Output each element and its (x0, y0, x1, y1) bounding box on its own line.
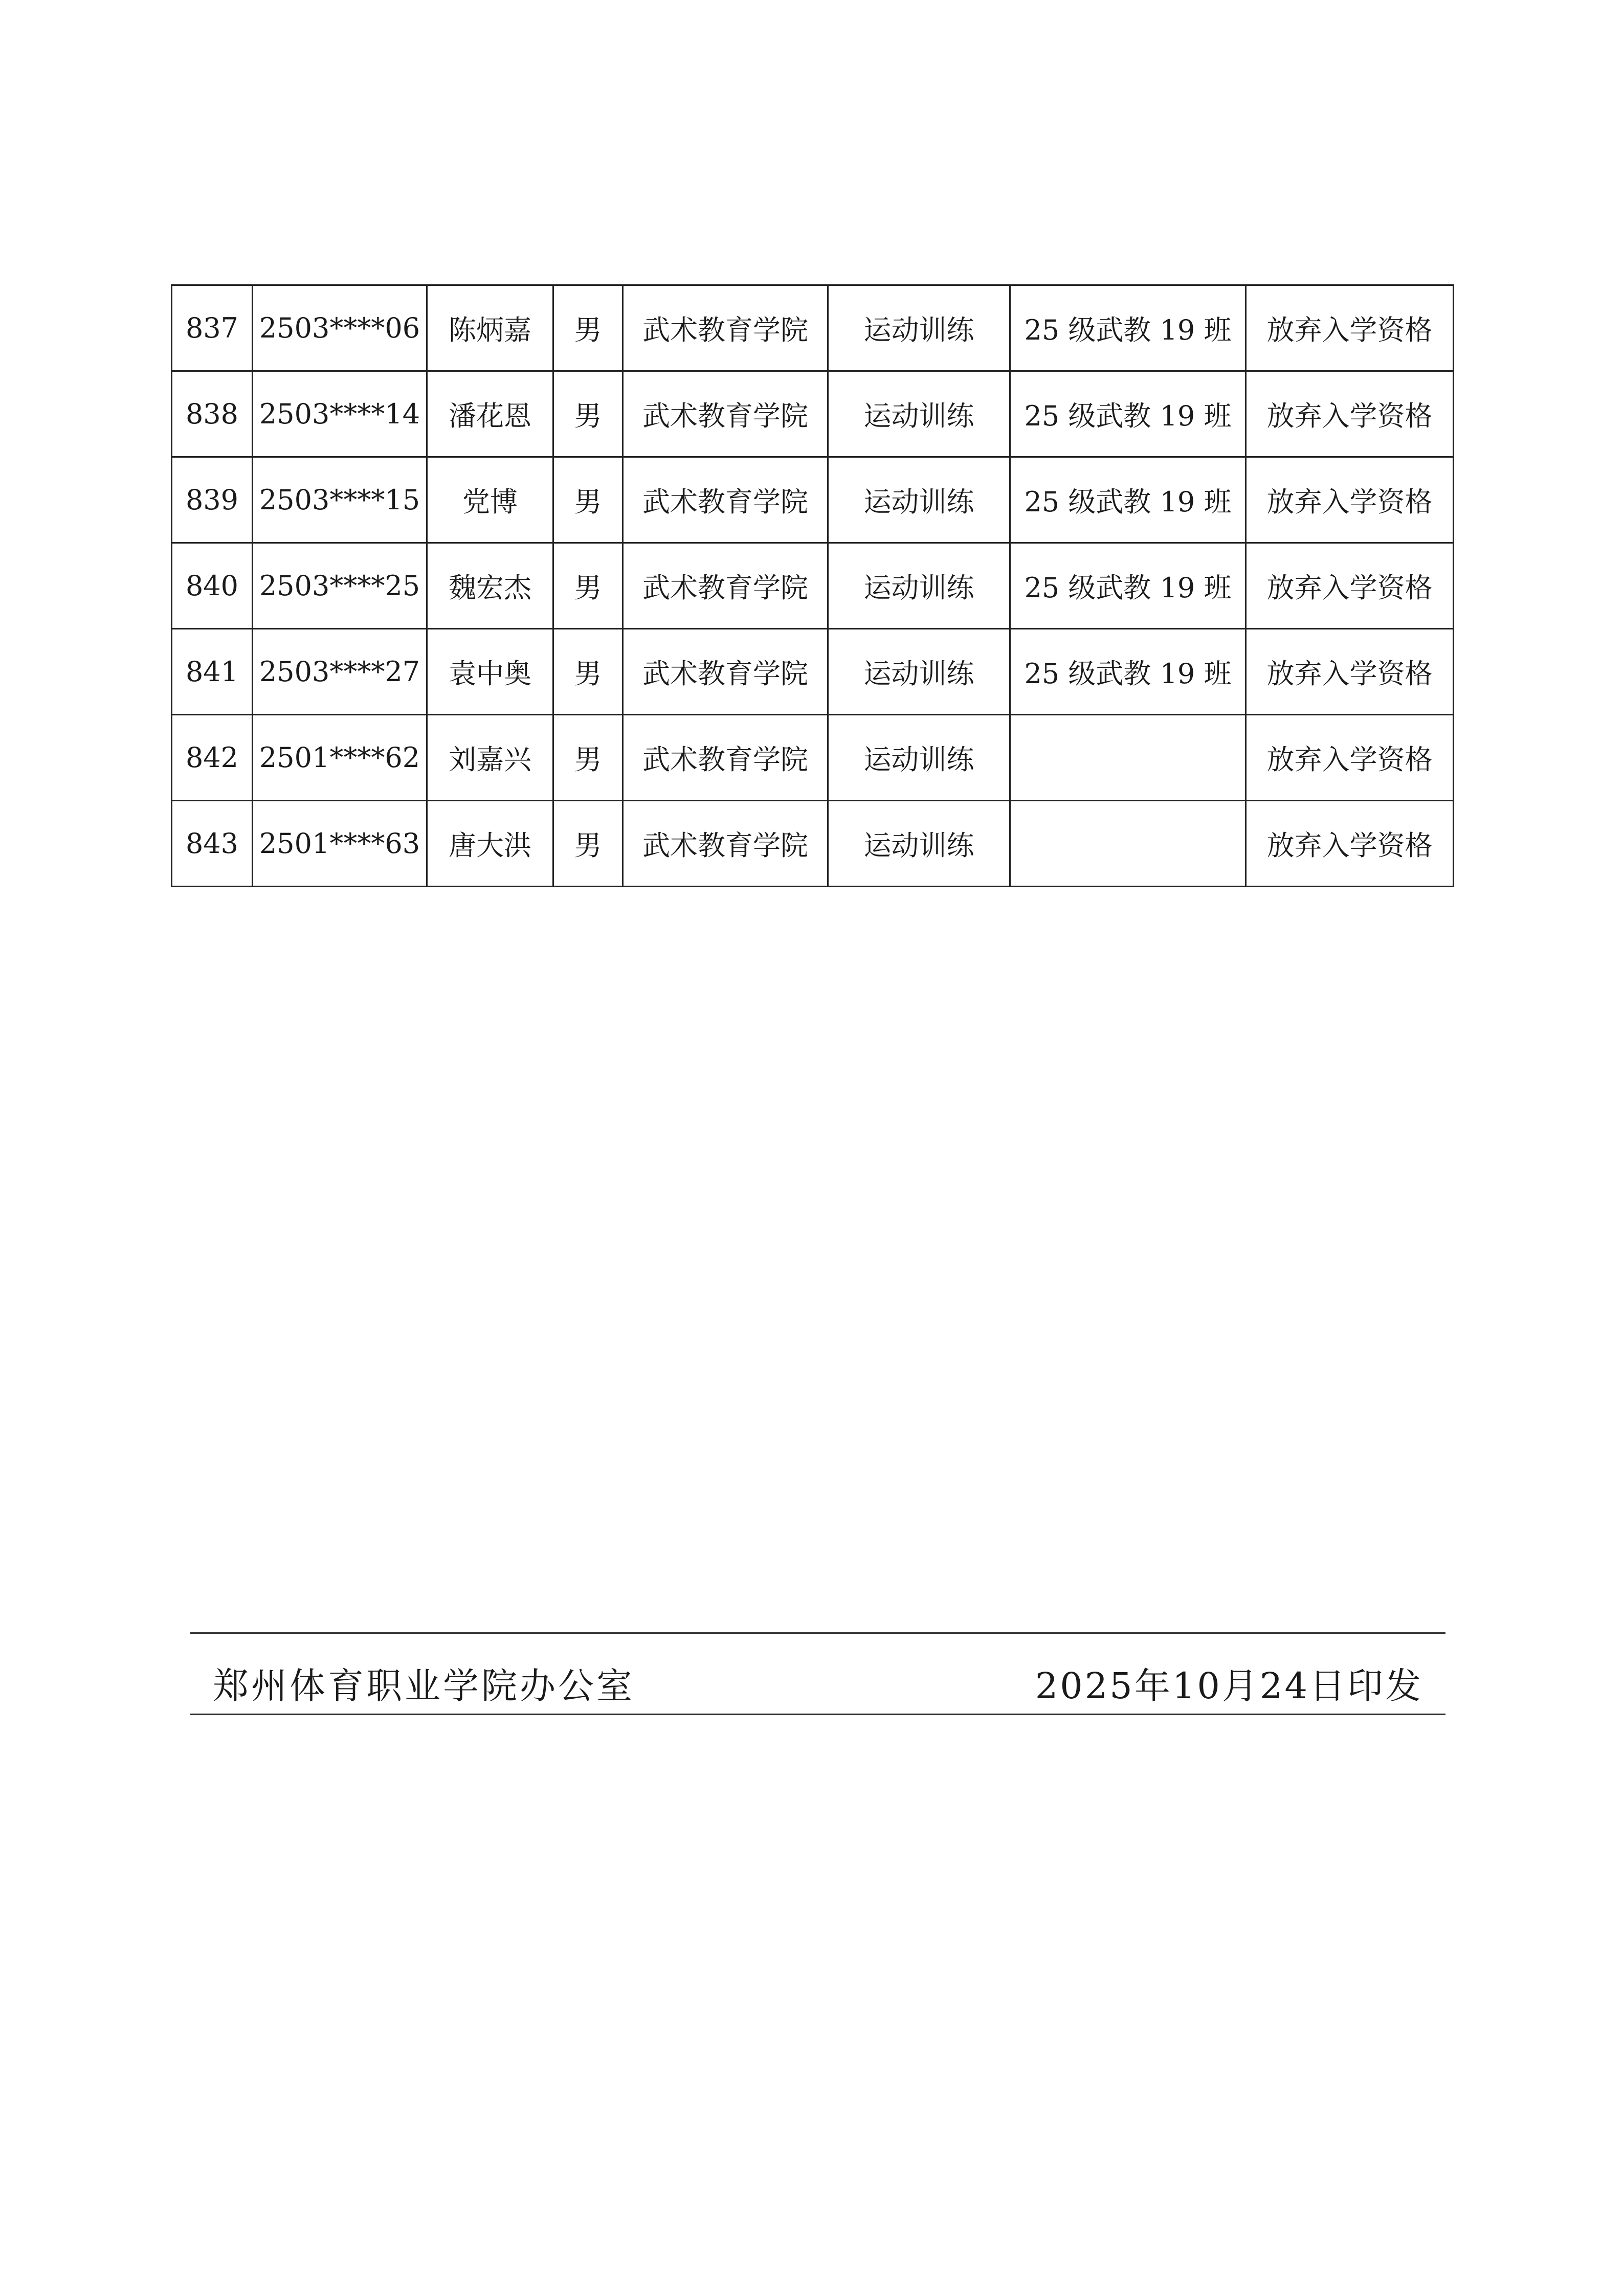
enrollment-status-cell: 放弃入学资格 (1246, 629, 1454, 715)
class-name-cell: 25 级武教 19 班 (1010, 285, 1246, 371)
college-cell: 武术教育学院 (623, 715, 828, 801)
college-cell: 武术教育学院 (623, 543, 828, 629)
major-cell: 运动训练 (828, 629, 1010, 715)
college-cell: 武术教育学院 (623, 629, 828, 715)
row-number-cell: 840 (172, 543, 253, 629)
issue-date: 2025年10月24日印发 (1035, 1665, 1423, 1707)
college-cell: 武术教育学院 (623, 285, 828, 371)
row-number-cell: 838 (172, 371, 253, 457)
row-number-cell: 839 (172, 457, 253, 543)
student-id-cell: 2503****06 (253, 285, 427, 371)
gender-cell: 男 (553, 543, 623, 629)
enrollment-status-cell: 放弃入学资格 (1246, 715, 1454, 801)
gender-cell: 男 (553, 629, 623, 715)
table-row (172, 371, 1454, 457)
student-table (171, 284, 1454, 887)
student-name-cell: 刘嘉兴 (427, 715, 553, 801)
class-name-cell: 25 级武教 19 班 (1010, 457, 1246, 543)
major-cell: 运动训练 (828, 457, 1010, 543)
student-id-cell: 2503****15 (253, 457, 427, 543)
table-row (172, 629, 1454, 715)
college-cell: 武术教育学院 (623, 457, 828, 543)
gender-cell: 男 (553, 371, 623, 457)
row-number-cell: 837 (172, 285, 253, 371)
table-row (172, 457, 1454, 543)
enrollment-status-cell: 放弃入学资格 (1246, 801, 1454, 887)
enrollment-status-cell: 放弃入学资格 (1246, 371, 1454, 457)
table-row (172, 285, 1454, 371)
student-id-cell: 2501****62 (253, 715, 427, 801)
table-row (172, 801, 1454, 887)
student-name-cell: 陈炳嘉 (427, 285, 553, 371)
student-table-wrapper (171, 284, 1454, 887)
enrollment-status-cell: 放弃入学资格 (1246, 285, 1454, 371)
major-cell: 运动训练 (828, 543, 1010, 629)
college-cell: 武术教育学院 (623, 371, 828, 457)
gender-cell: 男 (553, 285, 623, 371)
class-name-cell (1010, 715, 1246, 801)
student-id-cell: 2503****27 (253, 629, 427, 715)
student-id-cell: 2501****63 (253, 801, 427, 887)
class-name-cell: 25 级武教 19 班 (1010, 371, 1246, 457)
class-name-cell: 25 级武教 19 班 (1010, 629, 1246, 715)
student-name-cell: 潘花恩 (427, 371, 553, 457)
issuing-footer (190, 1632, 1445, 1715)
major-cell: 运动训练 (828, 285, 1010, 371)
student-name-cell: 魏宏杰 (427, 543, 553, 629)
table-row (172, 543, 1454, 629)
table-body (172, 285, 1454, 887)
student-id-cell: 2503****25 (253, 543, 427, 629)
gender-cell: 男 (553, 715, 623, 801)
gender-cell: 男 (553, 801, 623, 887)
enrollment-status-cell: 放弃入学资格 (1246, 543, 1454, 629)
major-cell: 运动训练 (828, 801, 1010, 887)
class-name-cell (1010, 801, 1246, 887)
college-cell: 武术教育学院 (623, 801, 828, 887)
major-cell: 运动训练 (828, 371, 1010, 457)
row-number-cell: 843 (172, 801, 253, 887)
student-name-cell: 党博 (427, 457, 553, 543)
gender-cell: 男 (553, 457, 623, 543)
student-name-cell: 袁中奥 (427, 629, 553, 715)
row-number-cell: 842 (172, 715, 253, 801)
student-name-cell: 唐大洪 (427, 801, 553, 887)
table-row (172, 715, 1454, 801)
issuing-office: 郑州体育职业学院办公室 (213, 1665, 635, 1707)
major-cell: 运动训练 (828, 715, 1010, 801)
student-id-cell: 2503****14 (253, 371, 427, 457)
enrollment-status-cell: 放弃入学资格 (1246, 457, 1454, 543)
row-number-cell: 841 (172, 629, 253, 715)
class-name-cell: 25 级武教 19 班 (1010, 543, 1246, 629)
